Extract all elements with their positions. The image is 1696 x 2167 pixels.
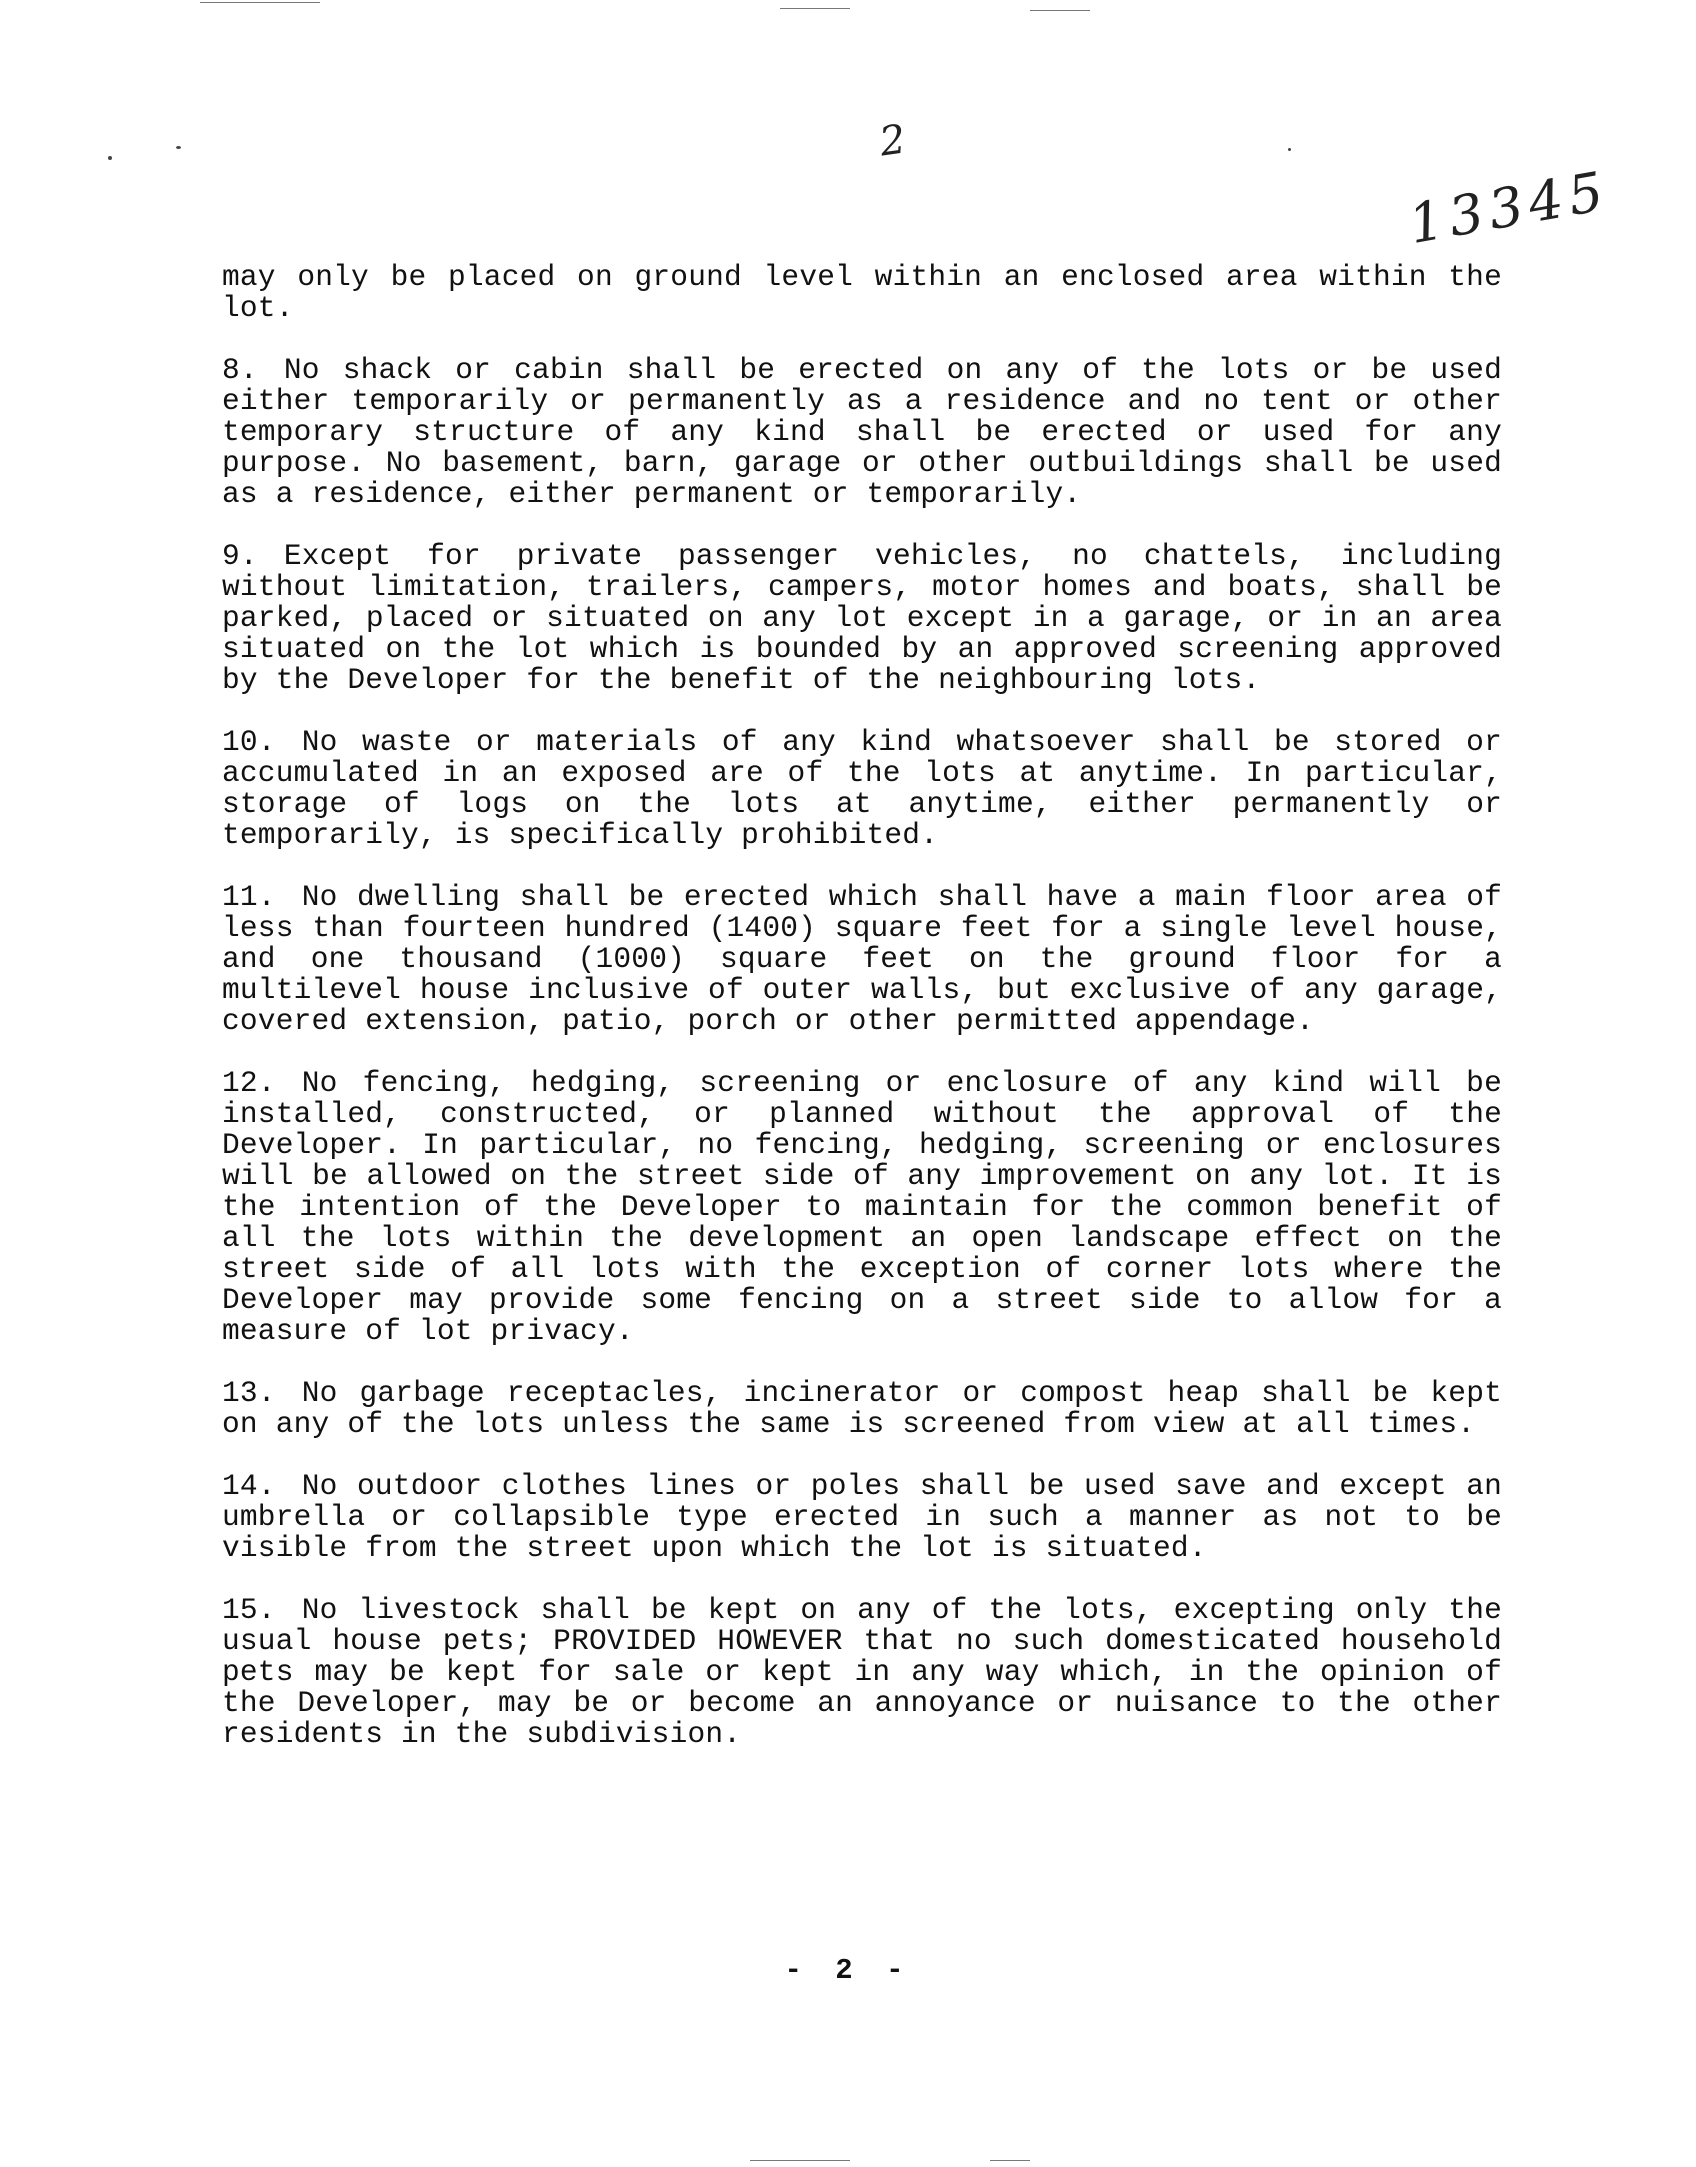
paragraph-8 <box>222 355 1502 510</box>
paragraph-13 <box>222 1378 1502 1440</box>
scan-speck <box>1288 148 1291 151</box>
handwritten-page-mark: 2 <box>876 116 909 166</box>
paragraph-number: 13. <box>222 1376 276 1410</box>
scan-speck <box>176 146 181 149</box>
paragraph-12 <box>222 1068 1502 1347</box>
scan-artifact-bottom <box>990 2160 1030 2161</box>
paragraph-continuation <box>222 262 1502 324</box>
paragraph-number: 10. <box>222 725 276 759</box>
scan-artifact-bottom <box>750 2160 850 2161</box>
paragraph-number: 8. <box>222 353 258 387</box>
paragraph-15 <box>222 1595 1502 1750</box>
paragraph-text: No shack or cabin shall be erected on any of the lots or be used either temporarily or permanently as a residence and no tent or other temporary structure of any kind shall be erected or used for any purpose. No basement, barn, garage or other outbuildings shall be used as a residence, either permanent or temporarily. <box>222 353 1502 511</box>
scan-artifact-top <box>200 2 320 3</box>
paragraph-text: No fencing, hedging, screening or enclosure of any kind will be installed, constructed, or planned without the approval of the Developer. In particular, no fencing, hedging, screening or enclosures will be allowed on the street side of any improvement on any lot. It is the intention of the Developer to maintain for the common benefit of all the lots within the development an open landscape effect on the street side of all lots with the exception of corner lots where the Developer may provide some fencing on a street side to allow for a measure of lot privacy. <box>222 1066 1502 1348</box>
paragraph-number: 15. <box>222 1593 276 1627</box>
paragraph-text: No outdoor clothes lines or poles shall be used save and except an umbrella or collapsible type erected in such a manner as not to be visible from the street upon which the lot is situated. <box>222 1469 1502 1565</box>
scan-artifact-top <box>1030 10 1090 11</box>
paragraph-text: No dwelling shall be erected which shall have a main floor area of less than fourteen hundred (1400) square feet for a single level house, and one thousand (1000) square feet on the ground floor for a multilevel house inclusive of outer walls, but exclusive of any garage, covered extension, patio, porch or other permitted appendage. <box>222 880 1502 1038</box>
paragraph-text: No livestock shall be kept on any of the lots, excepting only the usual house pets; PROVIDED HOWEVER that no such domesticated household pets may be kept for sale or kept in any way which, in the opinion of the Developer, may be or become an annoyance or nuisance to the other residents in the subdivision. <box>222 1593 1502 1751</box>
paragraph-14 <box>222 1471 1502 1564</box>
paragraph-text: No waste or materials of any kind whatsoever shall be stored or accumulated in an exposed are of the lots at anytime. In particular, storage of logs on the lots at anytime, either permanently or temporarily, is specifically prohibited. <box>222 725 1502 852</box>
handwritten-document-number: 13345 <box>1404 158 1614 257</box>
paragraph-number: 11. <box>222 880 276 914</box>
paragraph-9 <box>222 541 1502 696</box>
paragraph-text: may only be placed on ground level within an enclosed area within the lot. <box>222 260 1502 325</box>
scan-artifact-top <box>780 8 850 9</box>
paragraph-11 <box>222 882 1502 1037</box>
paragraph-number: 12. <box>222 1066 276 1100</box>
paragraph-text: Except for private passenger vehicles, no chattels, including without limitation, trailers, campers, motor homes and boats, shall be parked, placed or situated on any lot except in a garage, or in an area situated on the lot which is bounded by an approved screening approved by the Developer for the benefit of the neighbouring lots. <box>222 539 1502 697</box>
paragraph-10 <box>222 727 1502 851</box>
document-body <box>222 262 1502 1781</box>
paragraph-text: No garbage receptacles, incinerator or compost heap shall be kept on any of the lots unless the same is screened from view at all times. <box>222 1376 1502 1441</box>
page-number: - 2 - <box>784 1954 912 1987</box>
paragraph-number: 9. <box>222 539 258 573</box>
paragraph-number: 14. <box>222 1469 276 1503</box>
scan-speck <box>108 156 112 160</box>
